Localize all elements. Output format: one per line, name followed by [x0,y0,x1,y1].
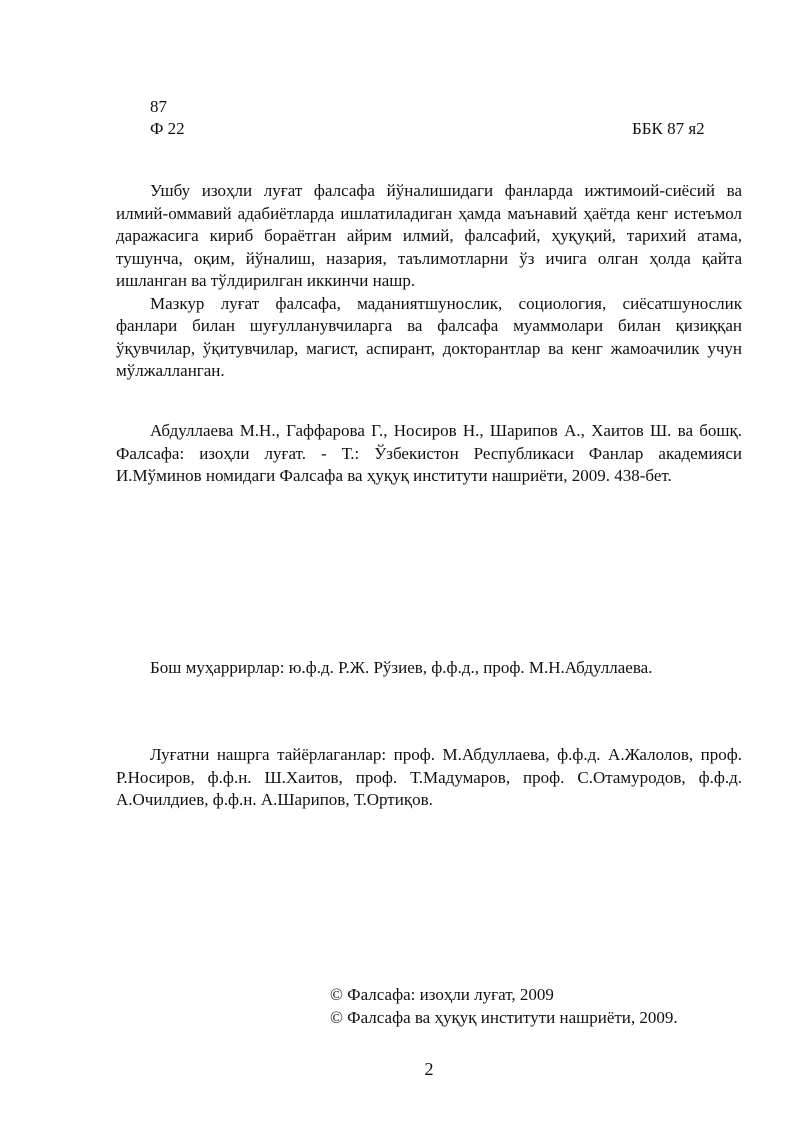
page-number: 2 [424,1059,434,1079]
copyright-line: © Фалсафа ва ҳуқуқ институти нашриёти, 2009. [330,1008,678,1027]
abstract-paragraph: Ушбу изоҳли луғат фалсафа йўналишидаги фанларда ижтимоий-сиёсий ва илмий-оммавий адабиётларда ишлатиладиган ҳамда маънавий ҳаётда кенг истеъмол даражасига кириб бораётган айрим илмий, фалсафий, ҳуқуқий, тарихий атама, тушунча, оқим, йўналиш, назария, таълимотларни ўз ичига олган ҳолда қайта ишланган ва тўлдирилган иккинчи нашр. [116,181,742,290]
udk-code [150,96,185,140]
udk-number: 87 [150,97,167,116]
author-mark: Ф 22 [150,119,185,138]
copyright-line: © Фалсафа: изоҳли луғат, 2009 [330,985,554,1004]
abstract-paragraph: Мазкур луғат фалсафа, маданиятшунослик, социология, сиёсатшунослик фанлари билан шуғулланувчиларга ва фалсафа муаммолари билан қизиққан ўқувчилар, ўқитувчилар, магист, аспирант, докторантлар ва кенг жамоачилик учун мўлжалланган. [116,293,742,380]
bbk-code: ББК 87 я2 [632,119,705,138]
copyright-notice [330,983,678,1029]
citation-text: Абдуллаева М.Н., Гаффарова Г., Носиров Н., Шарипов А., Хаитов Ш. ва бошқ. Фалсафа: изоҳли луғат. - Т.: Ўзбекистон Республикаси Фанлар академияси И.Мўминов номидаги Фалсафа ва ҳуқуқ институти нашриёти, 2009. 438-бет. [116,421,742,485]
compilers [116,744,742,812]
compilers-text: Луғатни нашрга тайёрлаганлар: проф. М.Абдуллаева, ф.ф.д. А.Жалолов, проф. Р.Носиров, ф.ф.н. Ш.Хаитов, проф. Т.Мадумаров, проф. С.Отамуродов, ф.ф.д. А.Очилдиев, ф.ф.н. А.Шарипов, Т.Ортиқов. [116,745,742,809]
abstract [116,180,742,383]
chief-editors [116,657,742,680]
bibliographic-citation [116,420,742,488]
editors-text: Бош муҳаррирлар: ю.ф.д. Р.Ж. Рўзиев, ф.ф.д., проф. М.Н.Абдуллаева. [150,658,653,677]
